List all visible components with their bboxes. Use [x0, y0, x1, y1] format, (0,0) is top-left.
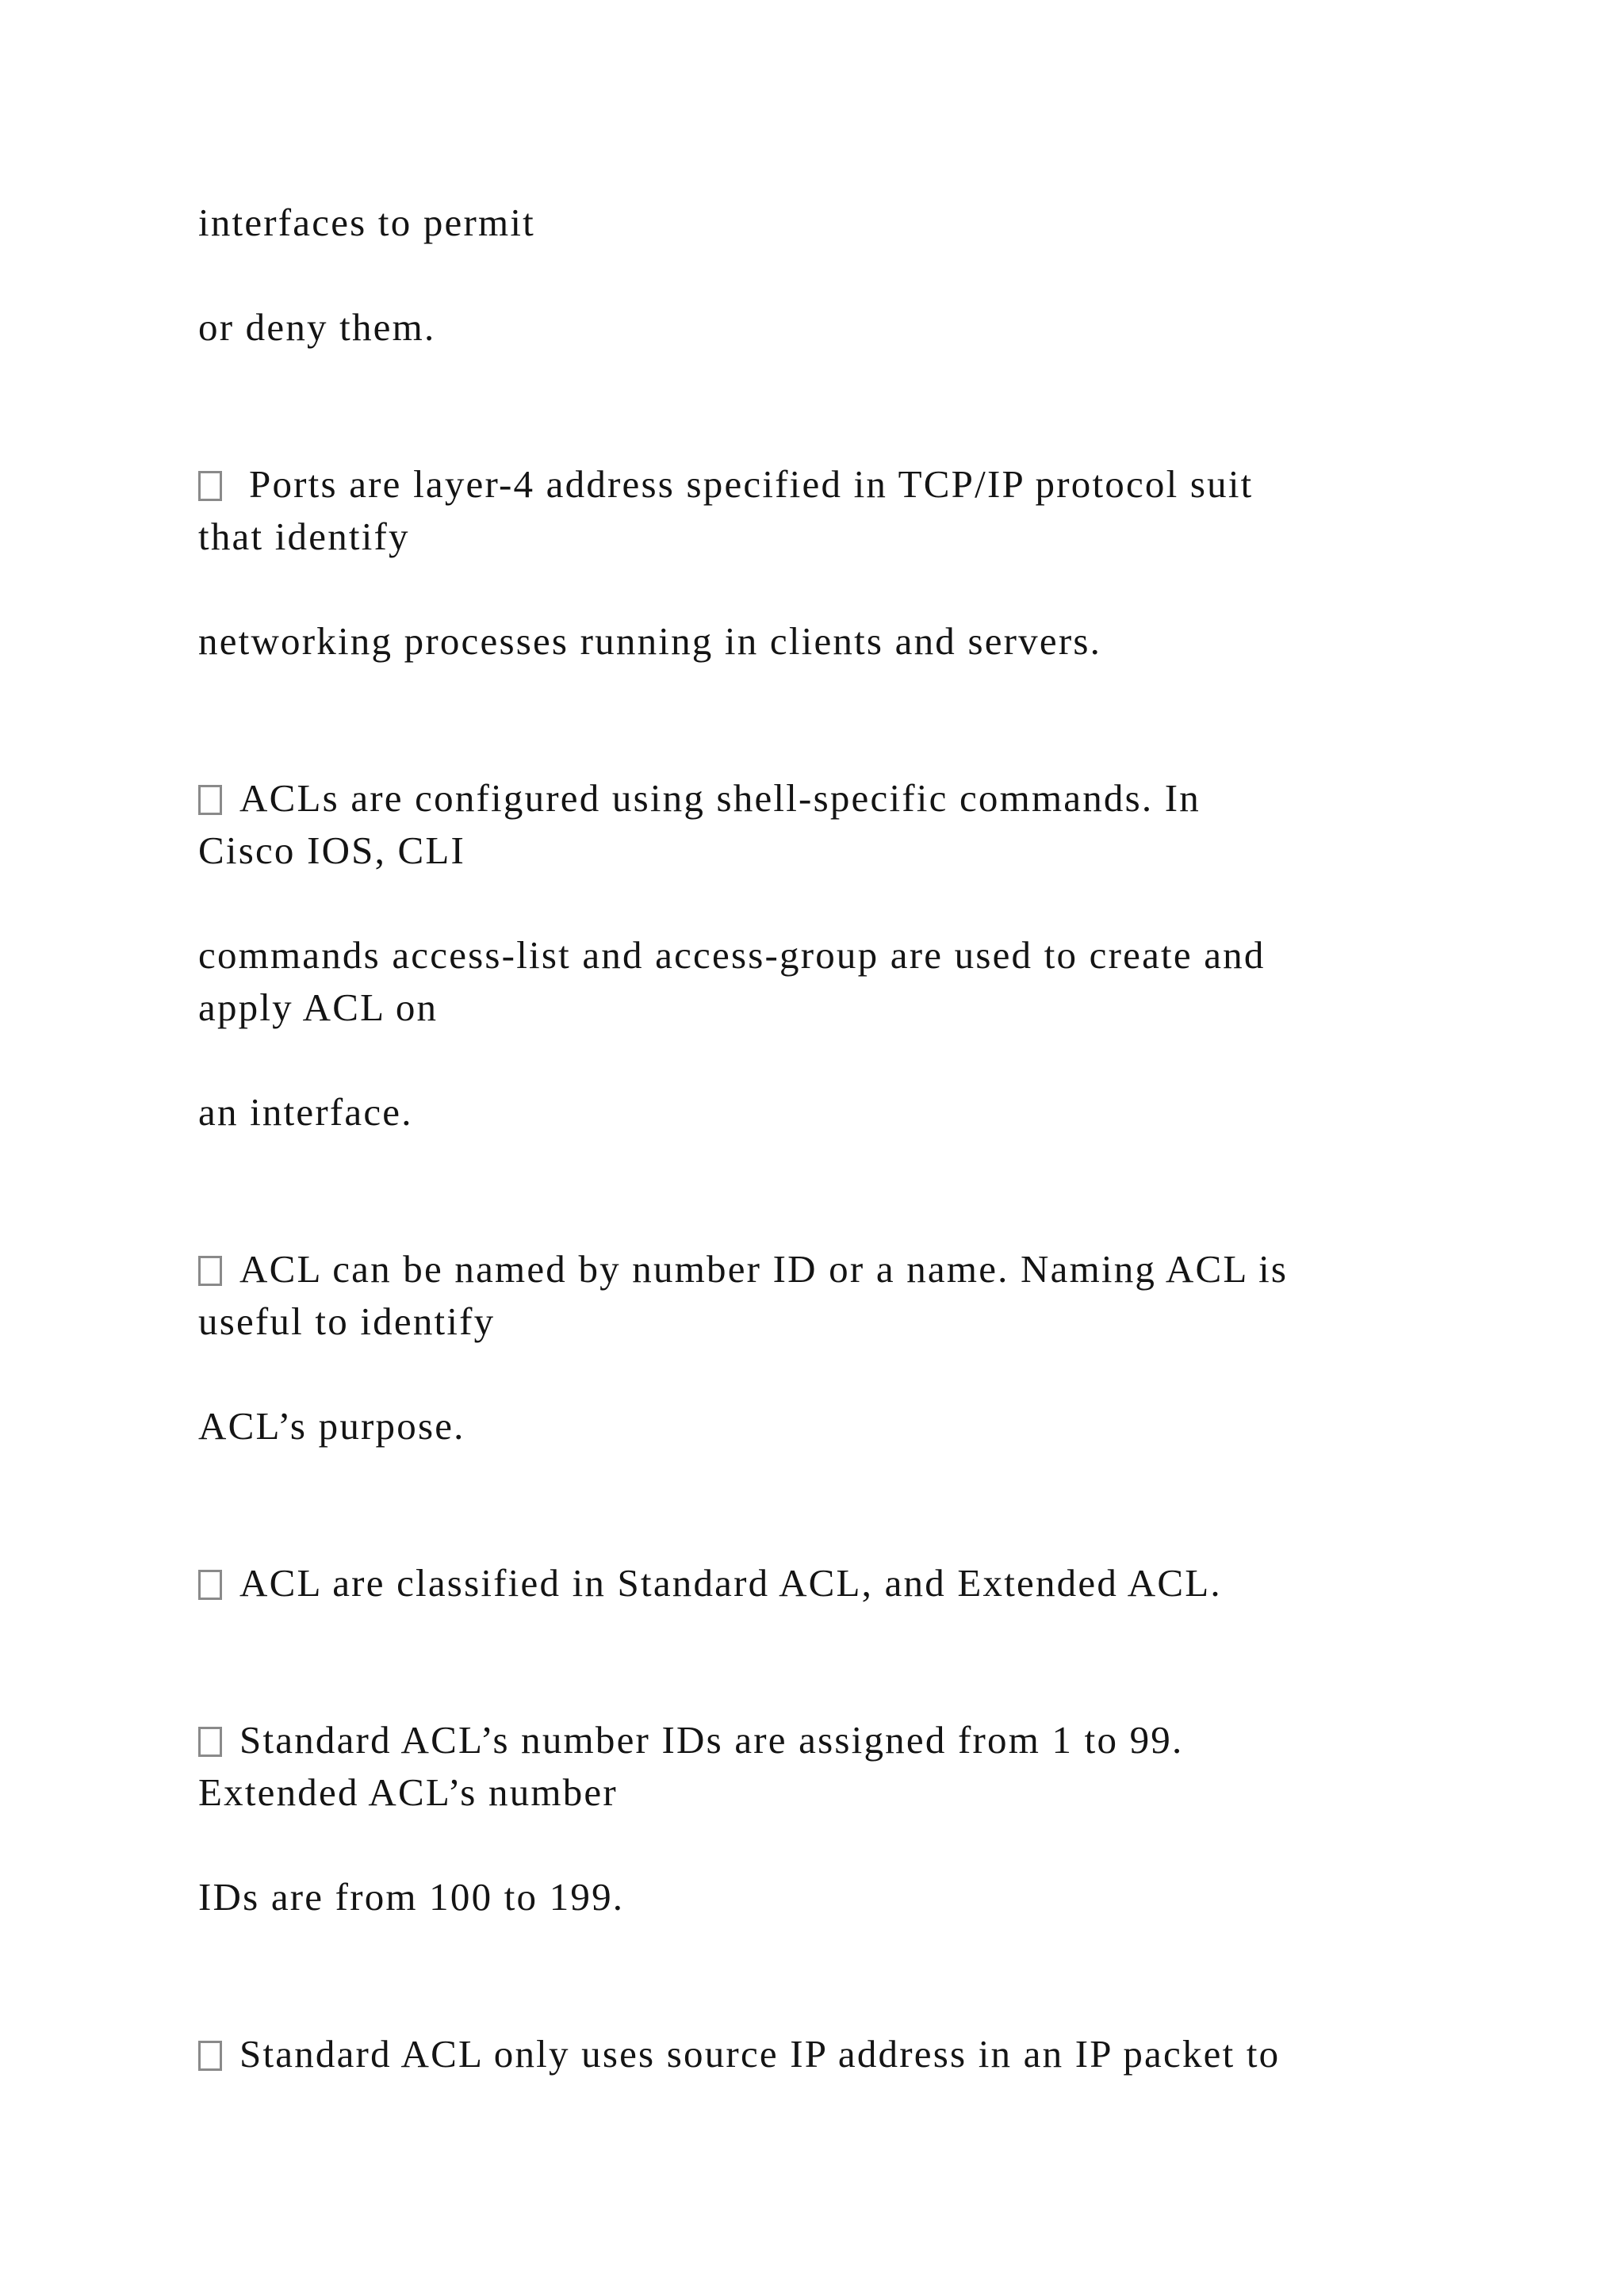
line-text: IDs are from 100 to 199.	[198, 1875, 625, 1919]
text-line	[198, 511, 410, 563]
line-text: Ports are layer-4 address specified in TCP/IP protocol suit	[249, 462, 1254, 506]
bullet-item-acl-classes	[198, 1557, 1222, 1609]
text-line	[198, 1766, 618, 1819]
bullet-item-ports	[198, 458, 1254, 511]
line-text: useful to identify	[198, 1299, 496, 1343]
text-line	[198, 825, 465, 877]
text-line	[198, 929, 1266, 982]
text-line	[198, 615, 1101, 668]
text-line	[198, 197, 535, 249]
line-text: commands access-list and access-group are used to create and	[198, 933, 1266, 977]
text-line	[198, 1295, 495, 1348]
line-text: Extended ACL’s number	[198, 1770, 618, 1814]
line-text: apply ACL on	[198, 985, 439, 1029]
bullet-item-standard-acl	[198, 2028, 1280, 2080]
line-text: interfaces to permit	[198, 201, 535, 244]
missing-glyph-box-icon	[198, 2041, 222, 2071]
bullet-item-acl-ids	[198, 1714, 1183, 1766]
missing-glyph-box-icon	[198, 785, 222, 815]
text-line	[198, 1871, 624, 1923]
missing-glyph-box-icon	[198, 471, 222, 501]
line-text: ACL can be named by number ID or a name. Naming ACL is	[239, 1247, 1289, 1291]
line-text: or deny them.	[198, 305, 436, 349]
missing-glyph-box-icon	[198, 1570, 222, 1600]
line-text: networking processes running in clients and servers.	[198, 619, 1102, 663]
line-text: ACL’s purpose.	[198, 1404, 465, 1448]
line-text: Standard ACL only uses source IP address in an IP packet to	[239, 2032, 1281, 2076]
line-text: ACLs are configured using shell-specific commands. In	[239, 776, 1201, 820]
line-text: Standard ACL’s number IDs are assigned from 1 to 99.	[239, 1718, 1184, 1762]
text-line	[198, 982, 438, 1034]
text-line	[198, 1086, 413, 1138]
missing-glyph-box-icon	[198, 1256, 222, 1286]
line-text: ACL are classified in Standard ACL, and Extended ACL.	[239, 1561, 1222, 1605]
bullet-item-acl-config	[198, 772, 1201, 825]
bullet-item-acl-naming	[198, 1243, 1288, 1295]
text-line	[198, 1400, 465, 1452]
line-text: that identify	[198, 515, 410, 558]
missing-glyph-box-icon	[198, 1727, 222, 1757]
line-text: Cisco IOS, CLI	[198, 828, 466, 872]
line-text: an interface.	[198, 1090, 413, 1134]
text-line	[198, 301, 435, 354]
